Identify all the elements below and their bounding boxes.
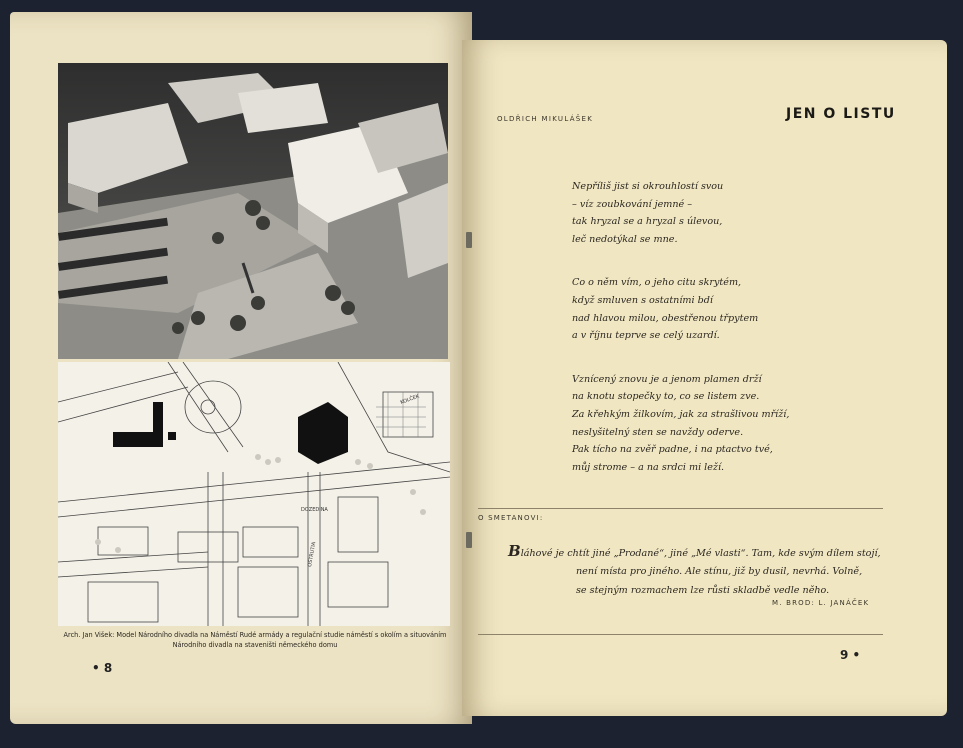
quote-line: není místa pro jiného. Ale stínu, již by dusil, nevrhá. Volně, bbox=[576, 566, 863, 578]
model-photo-illustration bbox=[58, 63, 448, 359]
poem-title: JEN O LISTU bbox=[786, 106, 896, 122]
poem-line: Za křehkým žilkovím, jak za strašlivou mříží, bbox=[572, 408, 790, 420]
poem-line: tak hryzal se a hryzal s úlevou, bbox=[572, 216, 723, 228]
poem-line: když smluven s ostatními bdí bbox=[572, 294, 713, 306]
page-number-left: • 8 bbox=[92, 661, 113, 675]
theatre-model-photo bbox=[58, 63, 448, 359]
poem-line: na knotu stopečky to, co se listem zve. bbox=[572, 391, 760, 403]
poem-line: Pak tícho na zvěř padne, i na ptactvo tvé, bbox=[572, 444, 773, 456]
smetana-quote bbox=[508, 542, 888, 600]
dropcap: B bbox=[508, 542, 521, 560]
page-number-right: 9 • bbox=[840, 648, 861, 662]
poem-line: leč nedotýkal se mne. bbox=[572, 233, 678, 245]
caption-line-1: Arch. Jan Višek: Model Národního divadla na Náměstí Rudé armády a regulační studie náměstí s okolím a situováním bbox=[63, 630, 447, 639]
poem-line: neslyšitelný sten se navždy oderve. bbox=[572, 426, 744, 438]
regulation-study-plan bbox=[58, 362, 450, 626]
quote-line: láhové je chtít jiné „Prodané“, jiné „Mé vlasti“. Tam, kde svým dílem stojí, bbox=[520, 548, 881, 559]
staple bbox=[466, 532, 472, 548]
poem-line: můj strome – a na srdci mi leží. bbox=[572, 461, 725, 473]
staple bbox=[466, 232, 472, 248]
quote-signature: M. BROD: L. JANÁČEK bbox=[772, 599, 870, 607]
site-plan-illustration bbox=[58, 362, 450, 626]
section-divider bbox=[478, 634, 883, 635]
poem-line: a v říjnu teprve se celý uzardí. bbox=[572, 330, 720, 342]
poem-author: OLDŘICH MIKULÁŠEK bbox=[497, 115, 594, 123]
poem-stanza-2 bbox=[572, 274, 872, 344]
caption-line-2: Národního divadla na staveništi německého domu bbox=[172, 640, 338, 649]
poem-stanza-3 bbox=[572, 371, 872, 477]
poem-stanza-1 bbox=[572, 178, 872, 248]
smetana-section-label: O SMETANOVI: bbox=[478, 514, 544, 522]
poem-line: Vznícený znovu je a jenom plamen drží bbox=[572, 373, 762, 385]
map-label-kolcek: KOLČEK bbox=[399, 393, 421, 406]
section-divider bbox=[478, 508, 883, 509]
poem-line: nad hlavou milou, obestřenou třpytem bbox=[572, 312, 759, 324]
map-label-ostrutia: OSTRUTIA bbox=[307, 541, 318, 568]
map-label-dozedina: DOZEDINA bbox=[301, 507, 328, 513]
poem-body bbox=[572, 178, 872, 502]
figure-caption bbox=[55, 630, 455, 650]
poem-line: Nepříliš jist si okrouhlostí svou bbox=[572, 181, 724, 192]
poem-line: – víz zoubkování jemné – bbox=[572, 198, 693, 210]
quote-line: se stejným rozmachem lze růsti skladbě vedle něho. bbox=[576, 584, 830, 596]
poem-line: Co o něm vím, o jeho citu skrytém, bbox=[572, 277, 742, 289]
